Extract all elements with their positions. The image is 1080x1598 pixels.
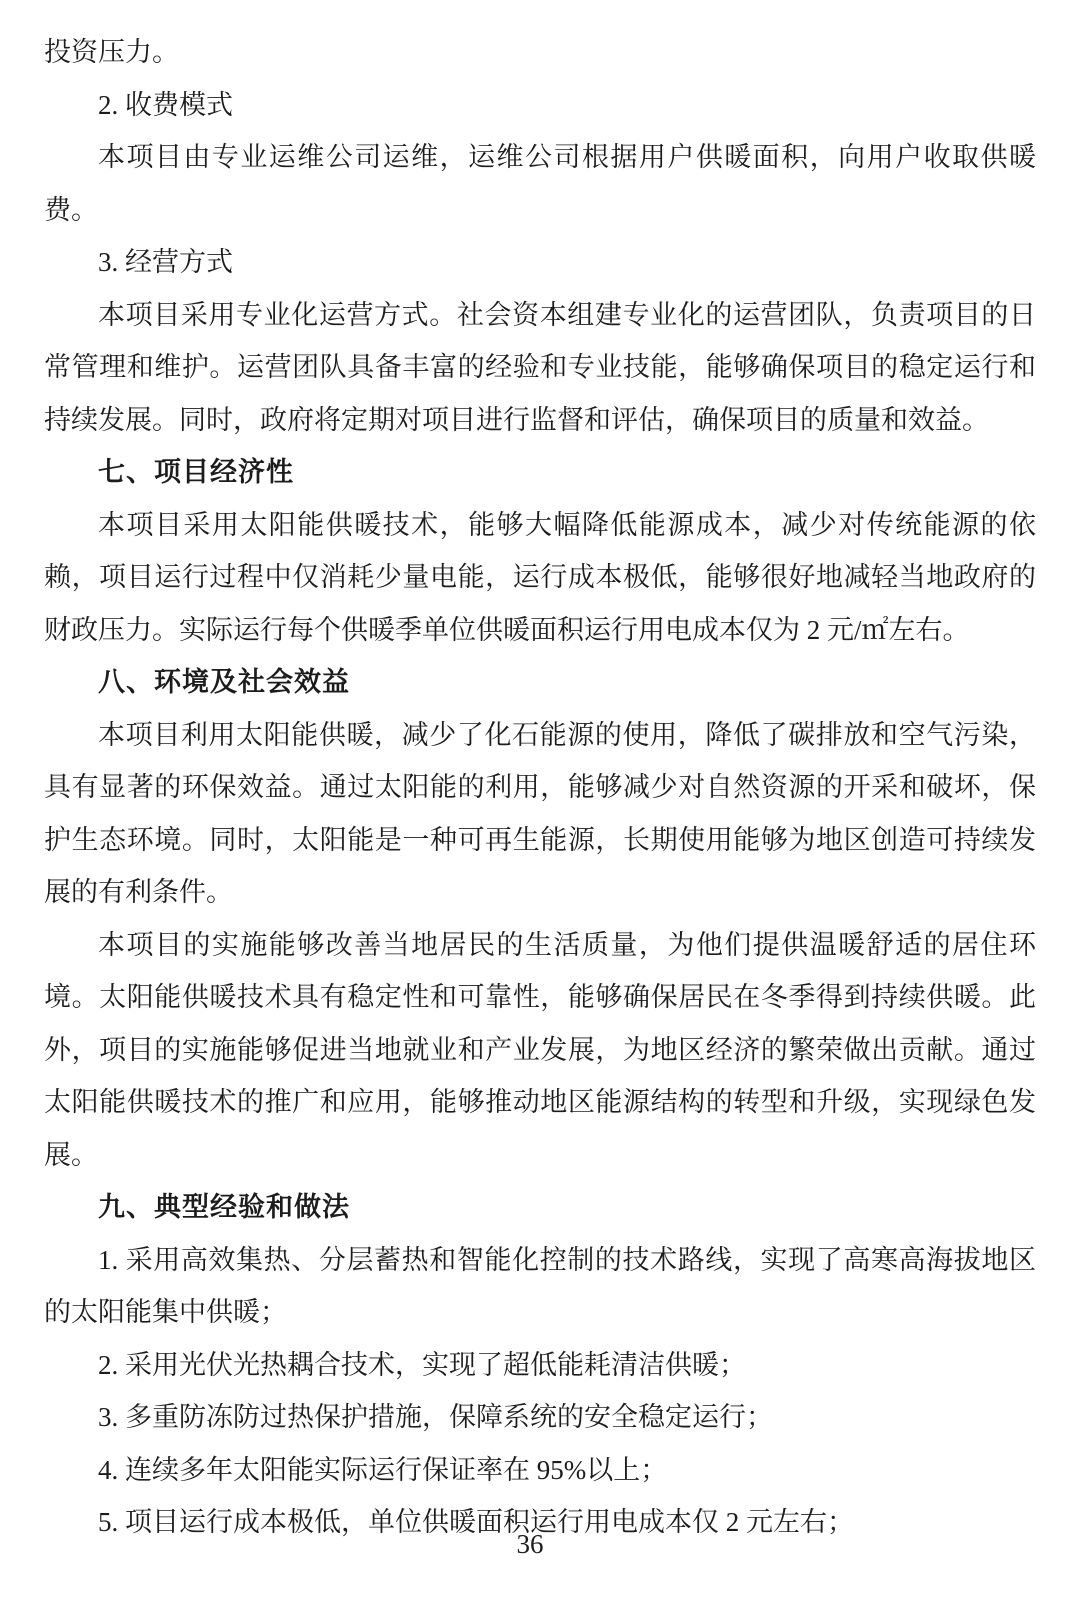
paragraph: 本项目利用太阳能供暖，减少了化石能源的使用，降低了碳排放和空气污染，具有显著的环保效益。通过太阳能的利用，能够减少对自然资源的开采和破坏，保护生态环境。同时，太阳能是一种可再生能源，长期使用能够为地区创造可持续发展的有利条件。 xyxy=(44,719,1036,907)
numbered-list-item: 2. 采用光伏光热耦合技术，实现了超低能耗清洁供暖； xyxy=(98,1349,746,1380)
numbered-list-item: 4. 连续多年太阳能实际运行保证率在 95%以上； xyxy=(98,1454,668,1485)
paragraph: 本项目采用太阳能供暖技术，能够大幅降低能源成本，减少对传统能源的依赖，项目运行过程中仅消耗少量电能，运行成本极低，能够很好地减轻当地政府的财政压力。实际运行每个供暖季单位供暖面积运行用电成本仅为 2 元/㎡左右。 xyxy=(44,509,1036,645)
paragraph: 本项目由专业运维公司运维，运维公司根据用户供暖面积，向用户收取供暖费。 xyxy=(44,142,1036,225)
numbered-list-item: 5. 项目运行成本极低，单位供暖面积运行用电成本仅 2 元左右； xyxy=(98,1507,854,1537)
page-number: 36 xyxy=(516,1529,544,1559)
paragraph: 本项目采用专业化运营方式。社会资本组建专业化的运营团队，负责项目的日常管理和维护。运营团队具备丰富的经验和专业技能，能够确保项目的稳定运行和持续发展。同时，政府将定期对项目进行监督和评估，确保项目的质量和效益。 xyxy=(44,299,1036,435)
section-heading: 八、环境及社会效益 xyxy=(98,667,350,697)
section-heading: 七、项目经济性 xyxy=(98,457,294,487)
paragraph-continuation: 投资压力。 xyxy=(44,37,179,67)
numbered-list-item: 1. 采用高效集热、分层蓄热和智能化控制的技术路线，实现了高寒高海拔地区的太阳能集中供暖； xyxy=(44,1244,1036,1327)
paragraph: 本项目的实施能够改善当地居民的生活质量，为他们提供温暖舒适的居住环境。太阳能供暖技术具有稳定性和可靠性，能够确保居民在冬季得到持续供暖。此外，项目的实施能够促进当地就业和产业发展，为地区经济的繁荣做出贡献。通过太阳能供暖技术的推广和应用，能够推动地区能源结构的转型和升级，实现绿色发展。 xyxy=(44,929,1036,1170)
numbered-subheading: 2. 收费模式 xyxy=(98,89,233,120)
section-heading: 九、典型经验和做法 xyxy=(98,1192,350,1222)
numbered-list-item: 3. 多重防冻防过热保护措施，保障系统的安全稳定运行； xyxy=(98,1402,773,1432)
numbered-subheading: 3. 经营方式 xyxy=(98,247,233,277)
